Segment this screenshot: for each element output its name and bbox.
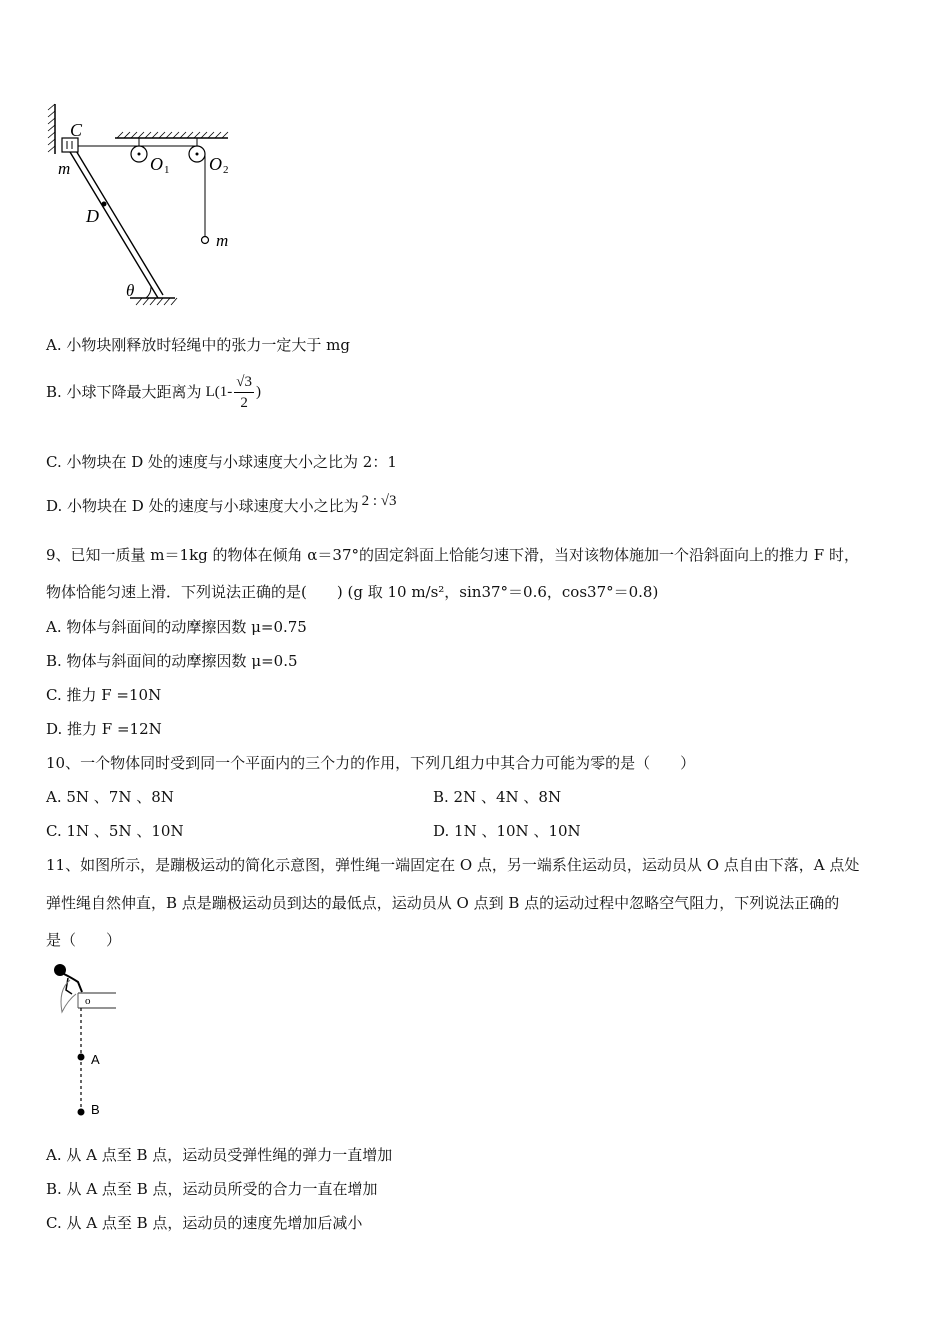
q9-option-b: B. 物体与斜面间的动摩擦因数 μ=0.5: [46, 652, 298, 670]
label-o1: O: [150, 154, 163, 174]
q8-option-d-formula: 2 : √3: [361, 493, 397, 509]
q11-stem-line1: 11、如图所示，是蹦极运动的简化示意图，弹性绳一端固定在 O 点，另一端系住运动员，运动员从 O 点自由下落，A 点处: [46, 856, 860, 874]
label-m-ball: m: [216, 231, 229, 250]
label-a: A: [91, 1052, 100, 1067]
label-d: D: [86, 206, 99, 226]
q11-option-c: C. 从 A 点至 B 点，运动员的速度先增加后减小: [46, 1214, 363, 1232]
q8-option-d: [46, 493, 397, 517]
q10-option-c: C. 1N 、5N 、10N: [46, 822, 184, 840]
q9-stem-line2: 物体恰能匀速上滑．下列说法正确的是( ) (g 取 10 m/s²，sin37°＝0.6，cos37°＝0.8): [46, 583, 659, 601]
q8-option-b-formula: [206, 372, 261, 413]
q8-option-b: [46, 372, 261, 412]
q10-option-d: D. 1N 、10N 、10N: [433, 822, 581, 840]
q8-option-d-text: D. 小物块在 D 处的速度与小球速度大小之比为: [46, 497, 359, 515]
q10-stem: 10、一个物体同时受到同一个平面内的三个力的作用，下列几组力中其合力可能为零的是（ ）: [46, 754, 696, 772]
q9-option-c: C. 推力 F =10N: [46, 686, 162, 704]
pulley-incline-figure: [40, 100, 250, 312]
q8-option-c: C. 小物块在 D 处的速度与小球速度大小之比为 2：1: [46, 453, 397, 471]
q9-option-d: D. 推力 F =12N: [46, 720, 162, 738]
q11-stem-line3: 是（ ）: [46, 931, 122, 949]
q9-option-a: A. 物体与斜面间的动摩擦因数 μ=0.75: [46, 618, 307, 636]
fraction-numerator: √3: [234, 372, 254, 393]
label-o2-sub: 2: [223, 164, 229, 176]
bungee-jump-figure: [48, 960, 128, 1125]
ball: [202, 237, 209, 244]
label-o1-sub: 1: [164, 164, 170, 176]
q8-option-a: A. 小物块刚释放时轻绳中的张力一定大于 mg: [46, 336, 350, 354]
label-o: o: [85, 995, 91, 1007]
formula-post: ): [255, 384, 261, 400]
sqrt3-over-2-fraction: [234, 372, 254, 413]
label-b: B: [91, 1102, 100, 1117]
q10-option-a: A. 5N 、7N 、8N: [46, 788, 174, 806]
point-a: [78, 1054, 85, 1061]
label-theta: θ: [126, 281, 135, 300]
q11-option-a: A. 从 A 点至 B 点，运动员受弹性绳的弹力一直增加: [46, 1146, 393, 1164]
fraction-denominator: 2: [240, 394, 248, 411]
q8-option-b-text: B. 小球下降最大距离为: [46, 383, 202, 401]
formula-pre: L(1-: [205, 384, 233, 400]
label-m-block: m: [58, 159, 71, 178]
point-b: [78, 1109, 85, 1116]
q11-option-b: B. 从 A 点至 B 点，运动员所受的合力一直在增加: [46, 1180, 378, 1198]
label-o2: O: [209, 154, 222, 174]
q10-option-b: B. 2N 、4N 、8N: [433, 788, 562, 806]
q11-stem-line2: 弹性绳自然伸直，B 点是蹦极运动员到达的最低点，运动员从 O 点到 B 点的运动过程中忽略空气阻力，下列说法正确的: [46, 894, 840, 912]
label-c: C: [70, 120, 83, 140]
q9-stem-line1: 9、已知一质量 m＝1kg 的物体在倾角 α＝37°的固定斜面上恰能匀速下滑，当对该物体施加一个沿斜面向上的推力 F 时，: [46, 546, 859, 564]
